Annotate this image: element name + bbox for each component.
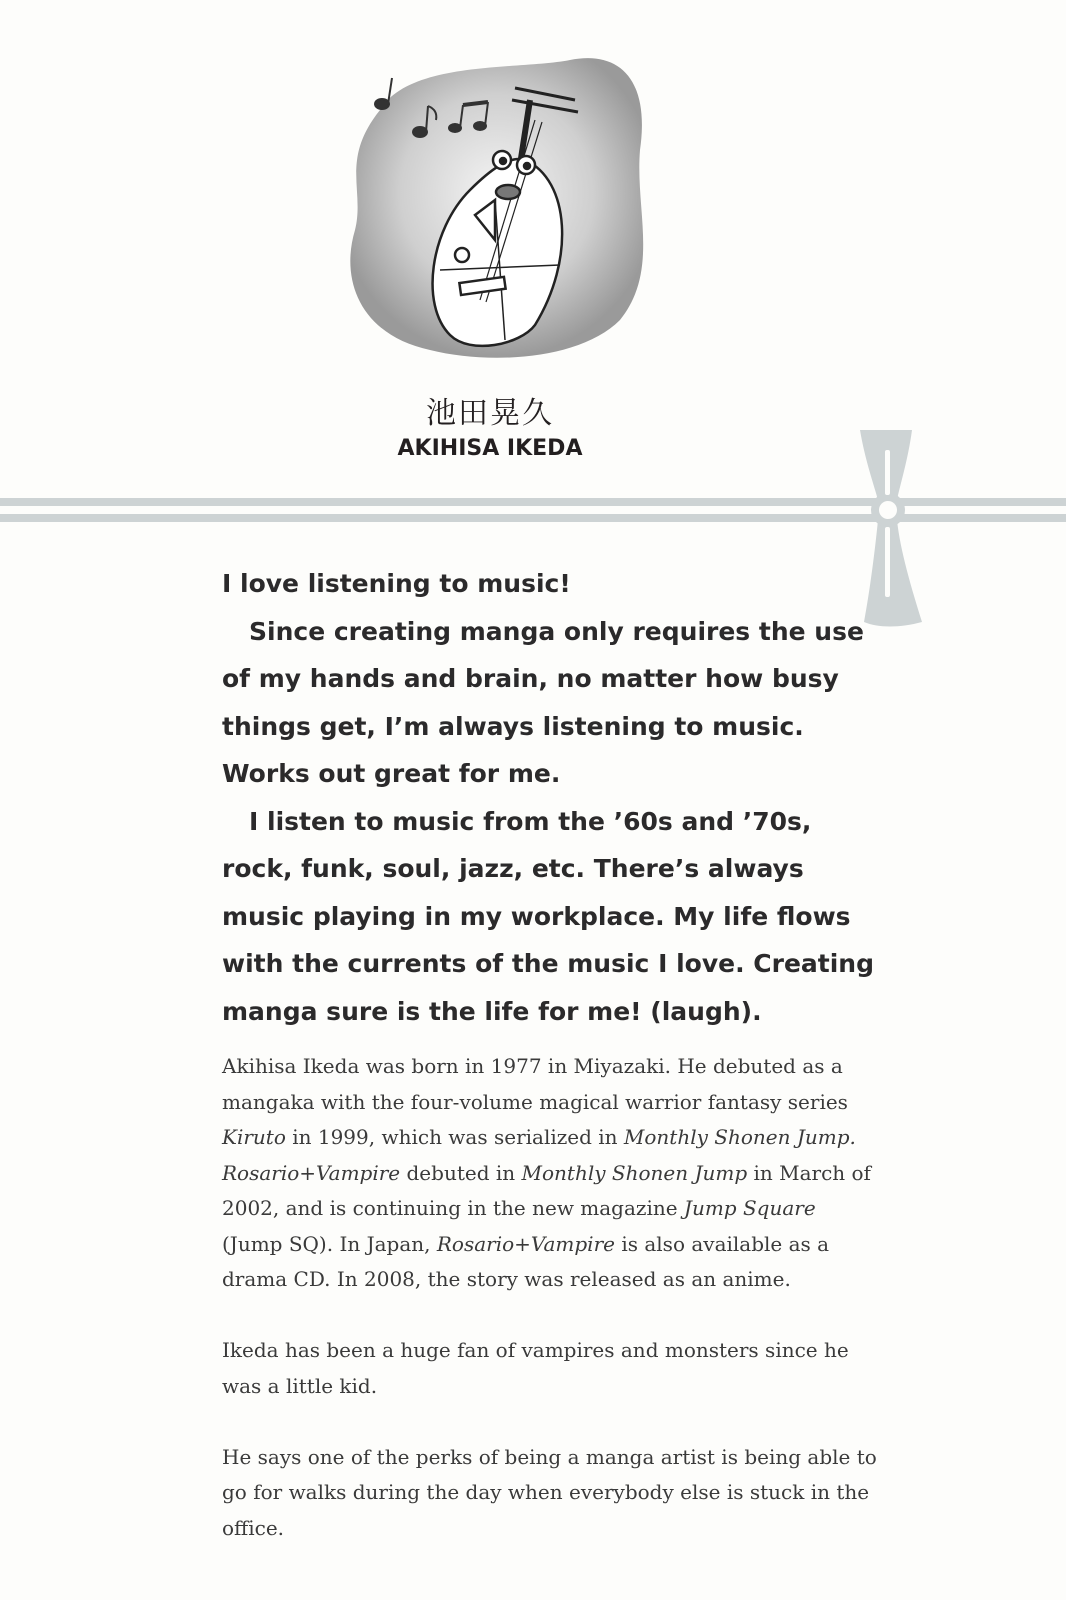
bio-title-monthly-shonen-jump: Monthly Shonen Jump. <box>623 1125 856 1149</box>
ribbon-line-bottom <box>0 514 1066 522</box>
bio-text: (Jump SQ). In Japan, <box>222 1231 437 1256</box>
comment-line-1: I love listening to music! <box>222 569 571 598</box>
ribbon-line-top <box>0 498 1066 506</box>
bio-text: is also available as a drama CD. In 2008, the story was released as an anime. <box>222 1231 830 1291</box>
bio-text: debuted in <box>400 1160 522 1185</box>
bio-paragraph-1 <box>222 1049 882 1298</box>
bio-title-kiruto: Kiruto <box>222 1125 286 1149</box>
biwa-lute-illustration <box>320 40 680 380</box>
bio-paragraph-2: Ikeda has been a huge fan of vampires and monsters since he was a little kid. <box>222 1338 849 1398</box>
author-comment <box>222 560 882 1035</box>
comment-paragraph-2: Since creating manga only requires the use of my hands and brain, no matter how busy things get, I’m always listening to music. Works out great for me. <box>222 616 864 788</box>
bio-title-rosario-vampire: Rosario+Vampire <box>222 1160 401 1185</box>
bio-paragraph-3: He says one of the perks of being a manga artist is being able to go for walks during the day when everybody else is stuck in the office. <box>222 1444 877 1540</box>
bio-text: in March of 2002, and is continuing in the new magazine <box>222 1160 871 1220</box>
comment-paragraph-3: I listen to music from the ’60s and ’70s, rock, funk, soul, jazz, etc. There’s always music playing in my workplace. My life flows with the currents of the music I love. Creating manga sure is the life for me! (laugh). <box>222 806 874 1026</box>
author-name-japanese: 池田晃久 <box>426 396 554 431</box>
bio-text: Akihisa Ikeda was born in 1977 in Miyazaki. He debuted as a mangaka with the four-volume magical warrior fantasy series <box>222 1054 848 1114</box>
bio-text: in 1999, which was serialized in <box>285 1125 624 1149</box>
author-biography <box>222 1049 882 1546</box>
author-name-english: AKIHISA IKEDA <box>397 436 583 461</box>
bio-title-rosario-vampire: Rosario+Vampire <box>436 1231 615 1256</box>
bio-title-monthly-shonen-jump: Monthly Shonen Jump <box>521 1160 748 1185</box>
bio-title-jump-square: Jump Square <box>683 1196 816 1220</box>
